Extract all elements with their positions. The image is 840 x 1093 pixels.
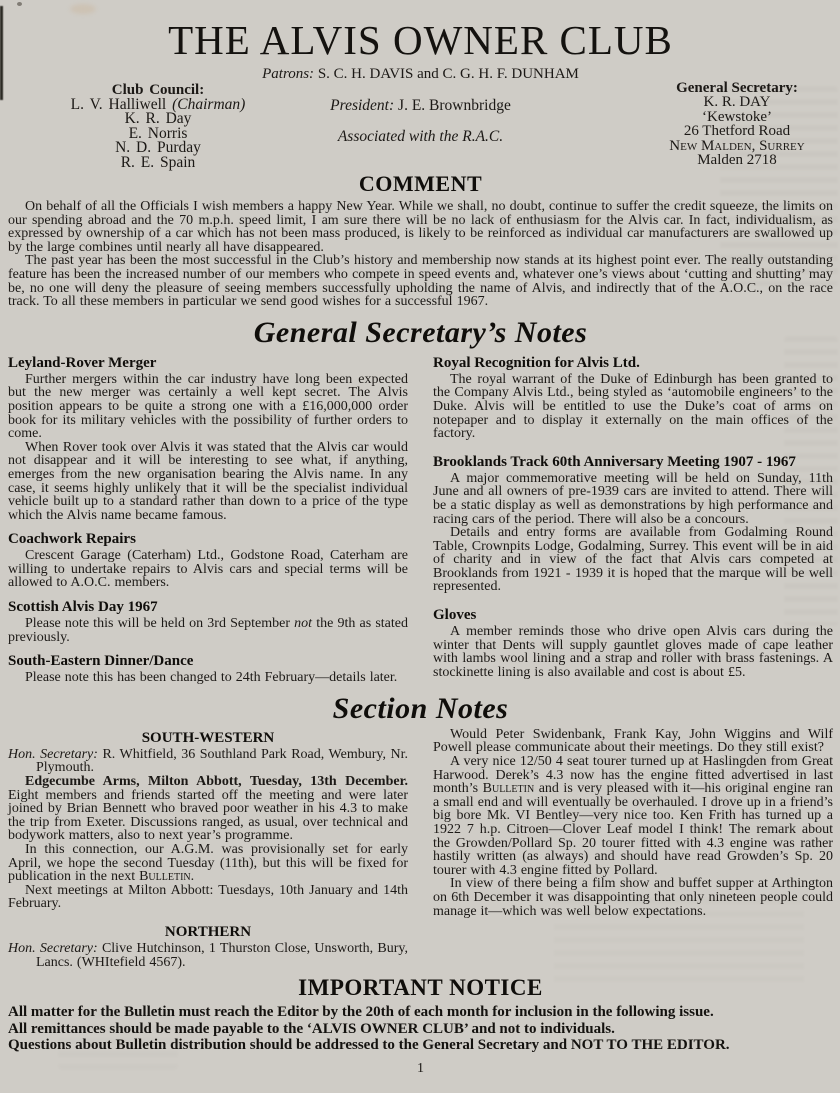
article-heading: Leyland-Rover Merger	[8, 354, 157, 371]
article-paragraph: Crescent Garage (Caterham) Ltd., Godstone Road, Caterham are willing to undertake repairs to Alvis cars and special terms will be allowed to A.O.C. members.	[8, 548, 408, 591]
club-council-member: E. Norris	[128, 124, 188, 142]
meeting-lead-text: Edgecumbe Arms, Milton Abbott, Tuesday, 13th December.	[25, 774, 408, 790]
page-title: THE ALVIS OWNER CLUB	[168, 17, 673, 63]
hon-secretary-line	[8, 748, 408, 775]
section-notes-paragraph	[433, 755, 833, 877]
notice-line: Questions about Bulletin distribution should be addressed to the General Secretary and NOT TO THE EDITOR.	[8, 1037, 730, 1054]
page-number: 1	[417, 1060, 424, 1076]
masthead	[8, 0, 833, 171]
article-paragraph: When Rover took over Alvis it was stated that the Alvis car would not disappear and it will be interesting to see what, if anything, emerges from the new organisation bearing the Alvis name. In any case, it seems highly unlikely that it will be the specialist individual vehicle built up to a standard rather than down to a price of the type which the Alvis name became famous.	[8, 439, 408, 523]
section-notes-left-column	[8, 728, 408, 969]
hon-secretary-line	[8, 942, 408, 969]
emphasis-text: not	[294, 616, 313, 632]
associated-line: Associated with the R.A.C.	[337, 128, 504, 145]
article-paragraph: The royal warrant of the Duke of Edinburgh has been granted to the Company Alvis Ltd., being styled as ‘automobile engineers’ to the Duke. Alvis will be entitled to use the Duke’s coat of arms on notepaper and to display it externally on the main offices of the factory.	[433, 371, 833, 442]
president-label: President:	[330, 97, 395, 114]
paragraph-segment: the 9th as stated previously.	[8, 616, 408, 645]
next-meetings-paragraph: Next meetings at Milton Abbott: Tuesdays, 10th January and 14th February.	[8, 882, 408, 912]
hon-secretary-label: Hon. Secretary:	[8, 940, 98, 956]
important-notice-heading: IMPORTANT NOTICE	[298, 975, 543, 1001]
south-western-heading: SOUTH-WESTERN	[141, 729, 275, 746]
agm-paragraph	[8, 843, 408, 884]
section-notes-heading: Section Notes	[332, 691, 509, 725]
northern-heading: NORTHERN	[164, 923, 252, 940]
scan-edge-artifact	[0, 6, 3, 100]
paragraph-segment: Eight members and friends started off the meeting and were later joined by Brian Bennett who braved poor weather in his 4.3 to make the trip from Exeter. Discussions ranged, as usual, over technical and bodywork matters, also to next year’s programme.	[8, 787, 408, 844]
gsn-left-column	[8, 352, 408, 685]
chairman-title: (Chairman)	[172, 95, 246, 113]
article-paragraph: Details and entry forms are available from Godalming Round Table, Crownpits Lodge, Godalming, Surrey. This event will be in aid of charity and in view of the fact that Alvis cars competed at Brooklands from 1921 - 1939 it is hoped that the marque will be well represented.	[433, 525, 833, 595]
article-heading: Brooklands Track 60th Anniversary Meeting 1907 - 1967	[433, 453, 796, 470]
article-paragraph: A member reminds those who drive open Alvis cars during the winter that Dents will supply gauntlet gloves made of cape leather with lambs wool lining and a strap and roller with brass fastenings. A stockinette lining is also available and cost is about £5.	[433, 624, 833, 680]
bulletin-smallcaps: Bulletin	[139, 869, 191, 885]
general-secretary-heading: General Secretary:	[676, 80, 798, 96]
article-heading: Gloves	[433, 607, 477, 624]
comment-paragraph: On behalf of all the Officials I wish members a happy New Year. While we shall, no doubt, continue to suffer the credit squeeze, the limits on our spending abroad and the 70 m.p.h. speed limit, I am sure there will be no lack of enthusiasm for the Alvis car. In fact, individualism, as expressed by ownership of a car which has not been mass produced, is likely to be reinforced as individual car manufacturers are swallowed up by the large combines until nearly all have disappeared.	[8, 199, 833, 255]
general-secretary-town: New Malden, Surrey	[669, 137, 805, 154]
general-secretary-name: K. R. DAY	[703, 94, 771, 111]
notice-line: All matter for the Bulletin must reach the Editor by the 20th of each month for inclusion in the following issue.	[8, 1004, 714, 1021]
article-dinner-dance	[8, 653, 408, 685]
president-name: J. E. Brownbridge	[394, 97, 511, 114]
comment-paragraph: The past year has been the most successful in the Club’s history and membership now stands at its highest point ever. The really outstanding feature has been the increased number of our members who compete in speed events and, whatever one’s views about ‘cutting and shutting’ may be, no one will deny the pleasure of seeing members successfully upholding the name of Alvis, and indirectly that of the A.O.C., on the race track. To all these members in particular we send good wishes for a successful 1967.	[8, 253, 833, 310]
paragraph-segment: Please note this will be held on 3rd September	[25, 616, 295, 632]
section-notes-paragraph: In view of there being a film show and buffet supper at Arthington on 6th December it was disappointing that only nineteen people could manage it—which was well below expectations.	[433, 876, 833, 919]
hon-secretary-label: Hon. Secretary:	[8, 746, 98, 762]
article-heading: Royal Recognition for Alvis Ltd.	[433, 354, 640, 371]
club-council-member: R. E. Spain	[120, 153, 196, 171]
general-secretary-block	[641, 81, 833, 167]
bleed-through-ghost	[554, 898, 804, 986]
bleed-through-ghost	[58, 1012, 178, 1070]
patrons-names: S. C. H. DAVIS and C. G. H. F. DUNHAM	[314, 66, 579, 82]
article-leyland	[8, 355, 408, 523]
article-brooklands	[433, 454, 833, 594]
article-paragraph: Please note this has been changed to 24th February—details later.	[25, 670, 398, 686]
section-notes-paragraph: Would Peter Swidenbank, Frank Kay, John Wiggins and Wilf Powell please communicate about their meetings. Do they still exist?	[433, 726, 833, 756]
article-royal-recognition	[433, 355, 833, 441]
article-heading: South-Eastern Dinner/Dance	[8, 653, 194, 670]
article-heading: Scottish Alvis Day 1967	[8, 599, 158, 616]
article-paragraph: Further mergers within the car industry have long been expected but the new merger was certainly a well kept secret. The Alvis position appears to be quite a strong one with a £16,000,000 order book for its military vehicles with the possibility of further orders to come.	[8, 371, 408, 442]
patrons-label: Patrons:	[262, 66, 315, 82]
paragraph-segment: .	[190, 869, 195, 885]
article-paragraph: A major commemorative meeting will be held on Sunday, 11th June and all owners of pre-1939 cars are invited to attend. There will be a static display as well as demonstrations by high performance and racing cars of the period. There will also be a concours.	[433, 470, 833, 527]
bulletin-smallcaps: Bulletin	[482, 781, 535, 797]
article-paragraph	[8, 617, 408, 644]
meeting-report-paragraph	[8, 775, 408, 843]
gsn-right-column	[433, 352, 833, 685]
hon-secretary-text: Clive Hutchinson, 1 Thurston Close, Unsworth, Bury, Lancs. (WHItefield 4567).	[36, 940, 408, 970]
gsn-columns	[8, 352, 833, 685]
bleed-through-ghost	[784, 336, 838, 626]
paragraph-segment: and is very pleased with it—his original engine ran a small end and will eventually be overhauled. I drove up in a friend’s big bore Mk. VI Bentley—very nice too. Ken Frith has turned up a 1922 7 h.p. Citroen—Clover Leaf model I think! The remark about the Growden/Pollard Sp. 20 tourer fitted with 4.3 engine was rather hastily written (as always) and should have read Growden’s Sp. 20 tourer with 4.3 engine fitted by Pollard.	[433, 781, 833, 878]
general-secretary-notes-heading: General Secretary’s Notes	[253, 315, 588, 349]
article-heading: Coachwork Repairs	[8, 531, 136, 548]
article-scottish-alvis-day	[8, 599, 408, 644]
general-secretary-road: 26 Thetford Road	[683, 123, 791, 140]
comment-section	[8, 171, 833, 309]
general-secretary-house: ‘Kewstoke’	[702, 108, 772, 125]
article-coachwork	[8, 531, 408, 590]
article-gloves	[433, 607, 833, 679]
paragraph-segment: In this connection, our A.G.M. was provisionally set for early April, we hope the second Tuesday (11th), but this will be fixed for publication in the next	[8, 842, 408, 885]
club-council-member: N. D. Purday	[115, 139, 201, 157]
club-council-heading: Club Council:	[111, 82, 205, 98]
general-secretary-phone: Malden 2718	[697, 152, 777, 169]
paragraph-segment: A very nice 12/50 4 seat tourer turned up at Haslingden from Great Harwood. Derek’s 4.3 now has the engine fitted advertised in last month’s	[433, 754, 833, 797]
hon-secretary-text: R. Whitfield, 36 Southland Park Road, Wembury, Nr. Plymouth.	[36, 746, 408, 776]
comment-heading: COMMENT	[358, 171, 483, 196]
notice-line: All remittances should be made payable to the ‘ALVIS OWNER CLUB’ and not to individuals.	[8, 1020, 615, 1037]
club-council-member: K. R. Day	[124, 110, 192, 128]
chairman-name: L. V. Halliwell	[70, 95, 173, 113]
